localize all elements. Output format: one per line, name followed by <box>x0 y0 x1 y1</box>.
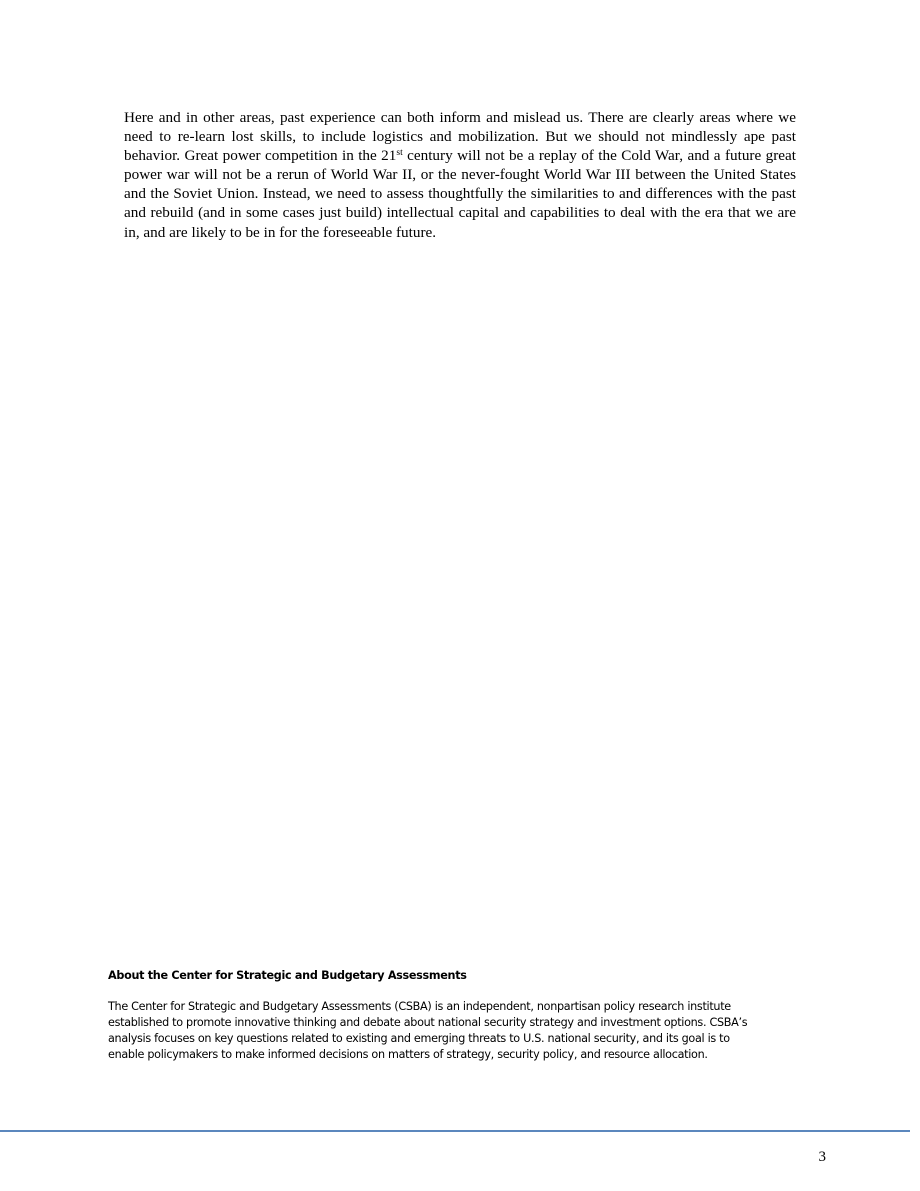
about-section <box>108 968 748 1063</box>
footer-divider <box>0 1130 910 1132</box>
paragraph-text-end: century will not be a replay of the Cold War, and a future great power war will not be a rerun of World War II, or the never-fought World War III between the United States and the Soviet Union. Instead, we need to assess thoughtfully the similarities to and differences with the past and rebuild (and in some cases just build) intellectual capital and capabilities to deal with the era that we are in, and are likely to be in for the foreseeable future. <box>124 147 796 241</box>
about-text: The Center for Strategic and Budgetary Assessments (CSBA) is an independent, nonpartisan policy research institute established to promote innovative thinking and debate about national security strategy and investment options. CSBA’s analysis focuses on key questions related to existing and emerging threats to U.S. national security, and its goal is to enable policymakers to make informed decisions on matters of strategy, security policy, and resource allocation. <box>108 1000 748 1061</box>
body-paragraph <box>124 108 796 242</box>
page-number: 3 <box>818 1149 826 1165</box>
about-title: About the Center for Strategic and Budgetary Assessments <box>108 969 467 982</box>
paragraph-text-start: Here and in other areas, past experience can both inform and mislead us. There are clearly areas where we need to re-learn lost skills, to include logistics and mobilization. But we should not mindlessly ape past behavior. Great power competition in the 21 <box>124 109 796 165</box>
ordinal-superscript: st <box>396 148 403 159</box>
